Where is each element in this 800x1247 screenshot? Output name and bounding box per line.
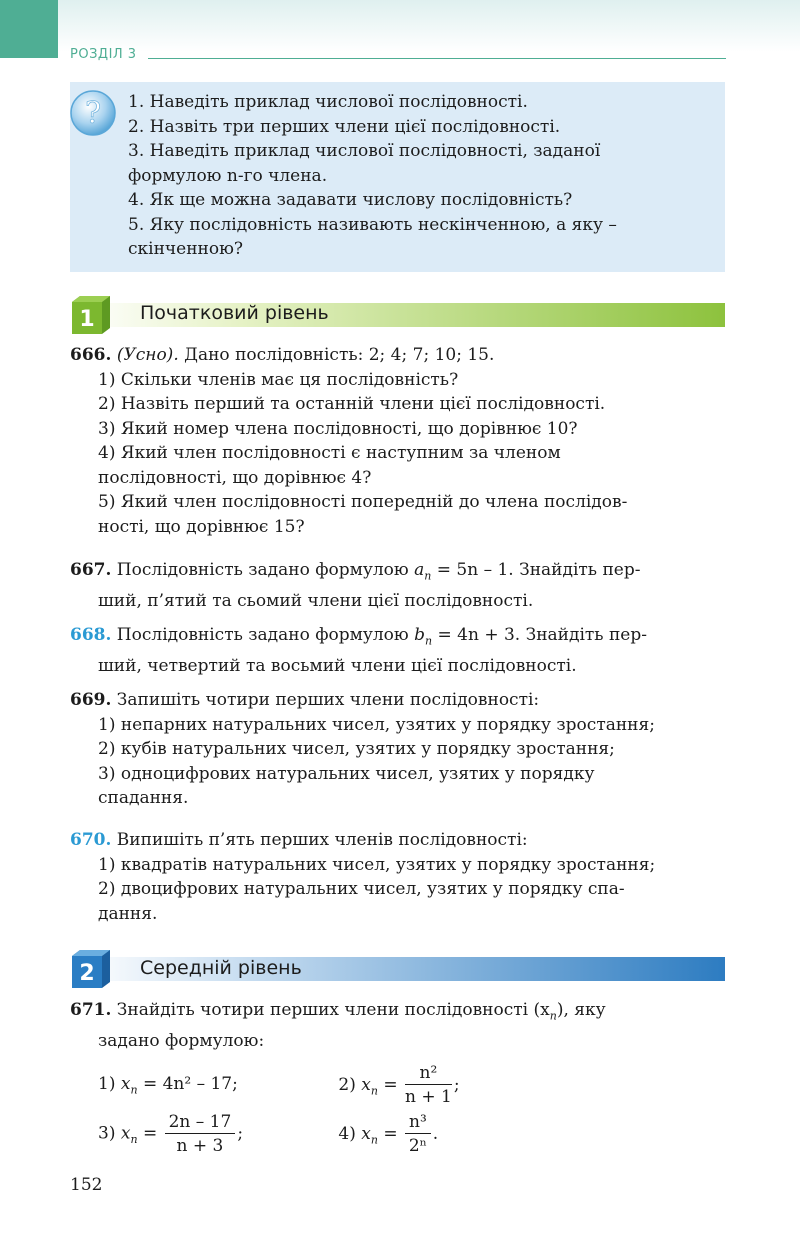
list-item: 3) Який номер члена послідовності, що дорівнює 10? bbox=[98, 418, 578, 439]
formula-2: 2) $x_n$ = $\frac{\text{n²}}{n + 1}$ ; bbox=[338, 1063, 460, 1107]
formula-row-1 bbox=[98, 1063, 618, 1107]
question-5-cont: скінченною? bbox=[128, 239, 244, 259]
list-item: 2) Назвіть перший та останній члени цієї послідовності. bbox=[98, 394, 606, 414]
problem-number: 671. bbox=[70, 1000, 112, 1020]
list-item: 3) одноцифрових натуральних чисел, узятих у порядку bbox=[98, 763, 595, 784]
problem-text-cont: задано формулою: bbox=[98, 1030, 265, 1051]
problem-667 bbox=[70, 558, 725, 613]
list-item: 4) Який член послідовності є наступним за членом bbox=[98, 443, 561, 463]
list-item-cont: ності, що дорівнює 15? bbox=[98, 516, 305, 537]
formula-sub: n bbox=[424, 569, 432, 583]
page-number: 152 bbox=[70, 1175, 103, 1195]
question-2: 2. Назвіть три перших члени цієї послідовності. bbox=[128, 116, 561, 137]
problem-text: Дано послідовність: 2; 4; 7; 10; 15. bbox=[178, 345, 495, 365]
oral-note: (Усно). bbox=[116, 345, 179, 365]
question-3: 3. Наведіть приклад числової послідовності, заданої bbox=[128, 141, 601, 161]
problem-number: 666. bbox=[70, 345, 112, 365]
formula: = 5n – 1. Знайдіть пер- bbox=[431, 560, 641, 580]
section-label: РОЗДІЛ 3 bbox=[70, 47, 137, 62]
list-item: 5) Який член послідовності попередній до члена послідов- bbox=[98, 492, 628, 512]
list-item: 2) кубів натуральних чисел, узятих у порядку зростання; bbox=[98, 739, 615, 759]
level2-title: Середній рівень bbox=[140, 957, 302, 979]
formula-sub: n bbox=[425, 634, 433, 648]
list-item-cont: спадання. bbox=[98, 788, 189, 808]
level1-badge-number: 1 bbox=[79, 307, 95, 332]
problem-text: Запишіть чотири перших члени послідовності: bbox=[111, 690, 540, 710]
formula-4: 4) $x_n$ = $\frac{\text{n³}}{\text{2ⁿ}}$ . bbox=[338, 1112, 439, 1156]
problem-number: 668. bbox=[70, 625, 112, 645]
problem-text: Послідовність задано формулою bbox=[111, 625, 415, 645]
formula-var: b bbox=[414, 625, 426, 645]
formula: = 4n + 3. Знайдіть пер- bbox=[432, 625, 647, 645]
level2-badge-icon bbox=[68, 950, 112, 988]
question-mark-icon bbox=[68, 88, 118, 138]
problem-670 bbox=[70, 828, 725, 926]
list-item: 2) двоцифрових натуральних чисел, узятих у порядку спа- bbox=[98, 879, 625, 899]
problem-671 bbox=[70, 998, 725, 1053]
problem-text: ), яку bbox=[556, 1000, 606, 1020]
list-item: 1) Скільки членів має ця послідовність? bbox=[98, 369, 459, 390]
list-item-cont: дання. bbox=[98, 903, 158, 924]
problem-text: Знайдіть чотири перших члени послідовності (x bbox=[111, 1000, 550, 1020]
problem-666 bbox=[70, 343, 725, 539]
level2-badge-number: 2 bbox=[79, 961, 95, 986]
svg-text:?: ? bbox=[84, 96, 102, 131]
problem-number: 670. bbox=[70, 830, 112, 850]
questions-list bbox=[128, 90, 713, 262]
level1-badge-icon bbox=[68, 296, 112, 334]
formula-var: a bbox=[414, 560, 425, 580]
section-divider bbox=[148, 58, 726, 59]
question-1: 1. Наведіть приклад числової послідовності. bbox=[128, 92, 528, 112]
problem-number: 667. bbox=[70, 560, 112, 580]
question-4: 4. Як ще можна задавати числову послідовність? bbox=[128, 190, 573, 210]
problem-text-cont: ший, четвертий та восьмий члени цієї послідовності. bbox=[98, 655, 577, 676]
formula-row-2 bbox=[98, 1112, 618, 1156]
problem-668 bbox=[70, 623, 725, 678]
list-item: 1) квадратів натуральних чисел, узятих у порядку зростання; bbox=[98, 854, 656, 875]
question-3-cont: формулою n-го члена. bbox=[128, 165, 328, 186]
formula-3: 3) $x_n$ = $\frac{2n - 17}{n + 3}$ ; bbox=[98, 1112, 244, 1156]
question-5: 5. Яку послідовність називають нескінченною, а яку – bbox=[128, 214, 617, 235]
problem-text-cont: ший, п’ятий та сьомий члени цієї послідовності. bbox=[98, 590, 534, 611]
formula-1: 1) $x_n = 4n^2 - 17$; bbox=[98, 1073, 238, 1097]
header-gradient bbox=[0, 0, 800, 52]
level1-title: Початковий рівень bbox=[140, 302, 329, 324]
corner-tab bbox=[0, 0, 58, 58]
problem-669 bbox=[70, 688, 725, 811]
list-item: 1) непарних натуральних чисел, узятих у порядку зростання; bbox=[98, 714, 655, 735]
problem-text: Випишіть п’ять перших членів послідовності: bbox=[111, 830, 528, 850]
problem-number: 669. bbox=[70, 690, 112, 710]
list-item-cont: послідовності, що дорівнює 4? bbox=[98, 467, 372, 488]
formula-sub: n bbox=[549, 1009, 557, 1023]
problem-text: Послідовність задано формулою bbox=[111, 560, 415, 580]
